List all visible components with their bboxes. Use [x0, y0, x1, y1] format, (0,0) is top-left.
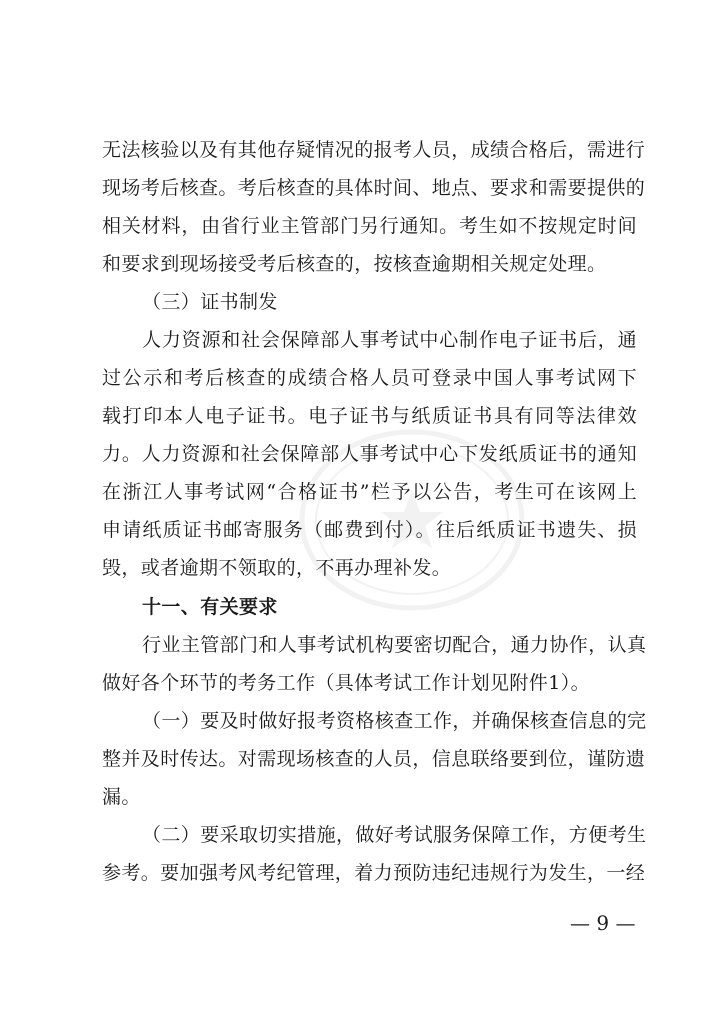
- body-line-1: 无法核验以及有其他存疑情况的报考人员，成绩合格后，需进行: [102, 139, 646, 161]
- body-line-3: 相关材料，由省行业主管部门另行通知。考生如不按规定时间: [102, 215, 637, 237]
- body-line-19: （二）要采取切实措施，做好考试服务保障工作，方便考生: [142, 824, 647, 846]
- body-line-17: 整并及时传达。对需现场核查的人员，信息联络要到位，谨防遗: [102, 748, 646, 770]
- body-line-8: 载打印本人电子证书。电子证书与纸质证书具有同等法律效: [102, 405, 637, 427]
- body-line-15: 做好各个环节的考务工作（具体考试工作计划见附件1）。: [102, 672, 590, 694]
- body-line-20: 参考。要加强考风考纪管理，着力预防违纪违规行为发生，一经: [102, 862, 646, 884]
- body-line-14: 行业主管部门和人事考试机构要密切配合，通力协作，认真: [142, 634, 647, 656]
- body-line-9: 力。人力资源和社会保障部人事考试中心下发纸质证书的通知: [102, 443, 637, 465]
- body-line-12: 毁，或者逾期不领取的，不再办理补发。: [102, 557, 452, 579]
- body-line-11: 申请纸质证书邮寄服务（邮费到付）。往后纸质证书遗失、损: [102, 519, 637, 541]
- section-heading-requirements: 十一、有关要求: [142, 596, 278, 618]
- body-line-4: 和要求到现场接受考后核查的，按核查逾期相关规定处理。: [102, 253, 607, 275]
- body-line-10: 在浙江人事考试网“合格证书”栏予以公告，考生可在该网上: [102, 481, 637, 503]
- subheading-certificate-issuance: （三）证书制发: [142, 291, 278, 313]
- page-number: — 9 —: [570, 911, 636, 935]
- body-line-16: （一）要及时做好报考资格核查工作，并确保核查信息的完: [142, 710, 647, 732]
- body-line-6: 人力资源和社会保障部人事考试中心制作电子证书后，通: [142, 329, 637, 351]
- body-line-2: 现场考后核查。考后核查的具体时间、地点、要求和需要提供的: [102, 177, 646, 199]
- body-line-18: 漏。: [102, 786, 141, 808]
- body-line-7: 过公示和考后核查的成绩合格人员可登录中国人事考试网下: [102, 367, 637, 389]
